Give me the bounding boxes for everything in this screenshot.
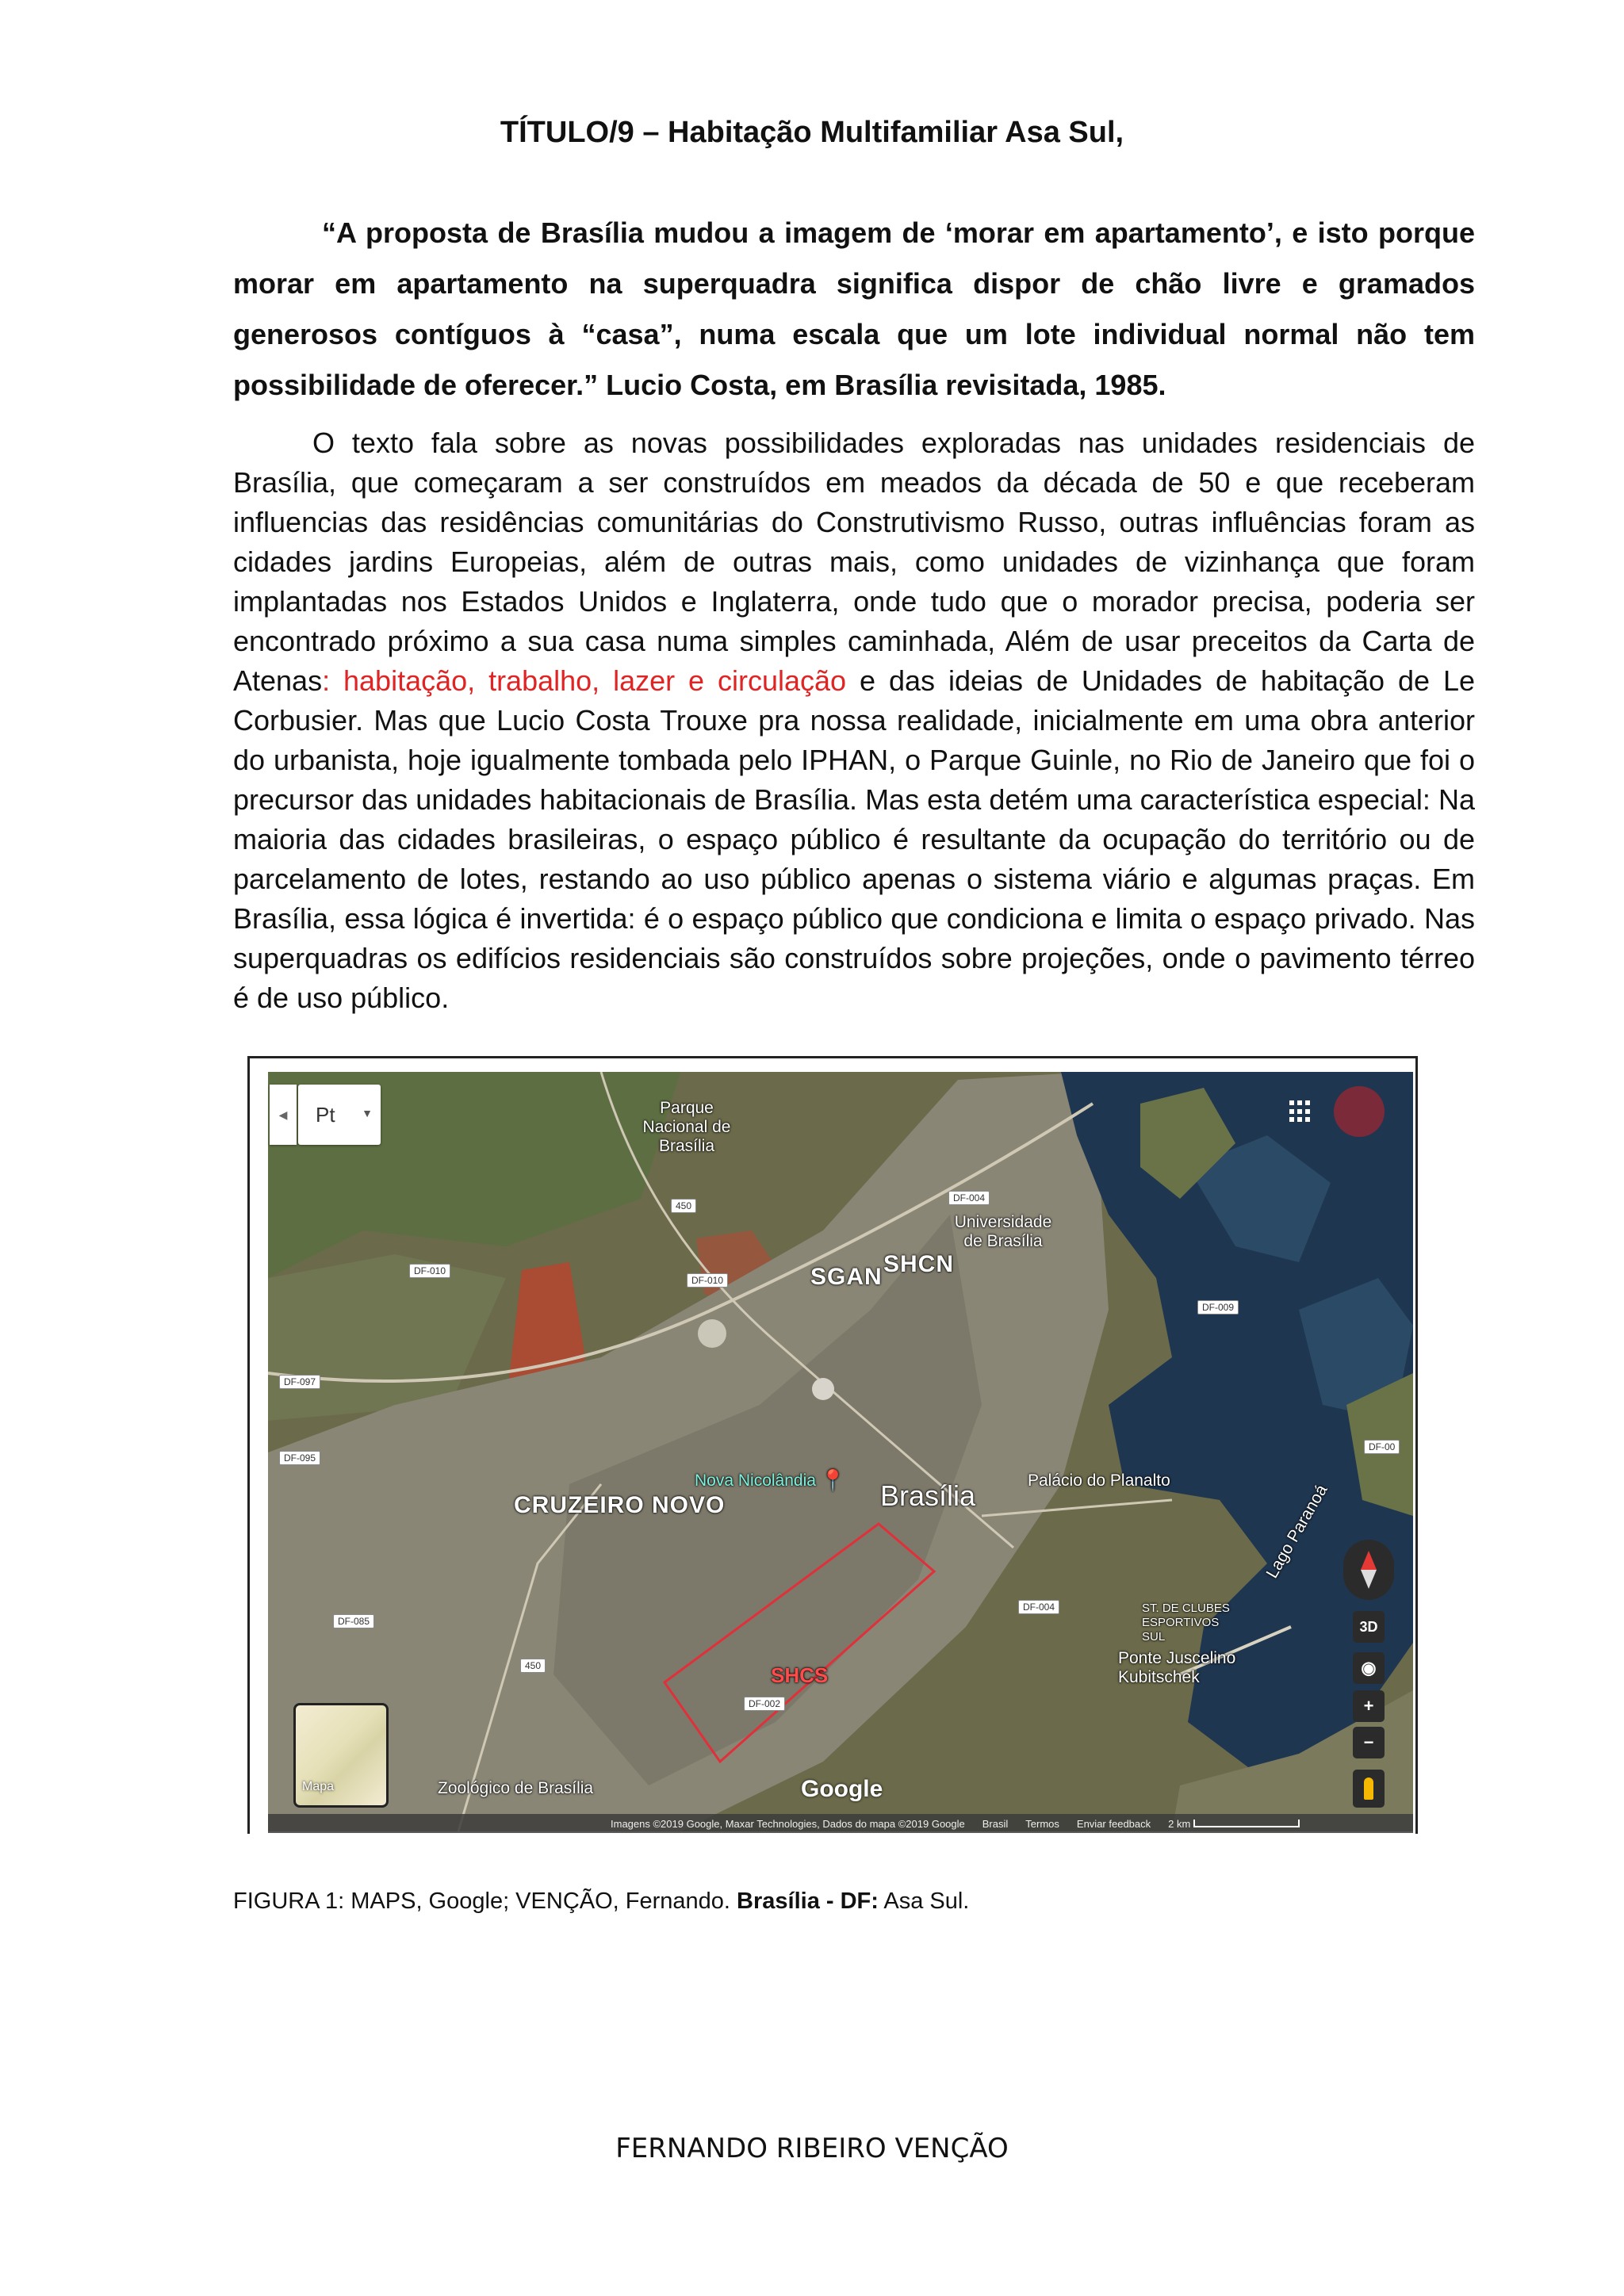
road-shield: DF-097 [279, 1375, 320, 1389]
body-text-part2: e das ideias de Unidades de habitação de Le Corbusier. Mas que Lucio Costa Trouxe pra nossa realidade, inicialmente em uma obra anterior do urbanista, hoje igualmente tombada pelo IPHAN, o Parque Guinle, no Rio de Janeiro que foi o precursor das unidades habitacionais de Brasília. Mas esta detém uma característica especial: Na maioria das cidades brasileiras, o espaço público é resultante da ocupação do território ou de parcelamento de lotes, restando ao uso público apenas o sistema viário e algumas praças. Em Brasília, essa lógica é invertida: é o espaço público que condiciona e limita o espaço privado. Nas superquadras os edifícios residenciais são construídos sobre projeções, onde o pavimento térreo é de uso público. [233, 664, 1475, 1014]
language-select[interactable] [298, 1085, 381, 1145]
collapse-panel-button[interactable] [270, 1085, 297, 1145]
apps-grid-icon[interactable] [1289, 1100, 1312, 1123]
profile-avatar[interactable] [1334, 1086, 1385, 1137]
attrib-link-feedback[interactable]: Enviar feedback [1076, 1817, 1151, 1830]
pegman-icon[interactable] [1353, 1770, 1385, 1808]
map-type-toggle[interactable] [293, 1703, 389, 1808]
chevron-left-icon: ◀ [278, 1108, 288, 1121]
road-shield: DF-00 [1364, 1440, 1400, 1454]
scale-label: 2 km [1168, 1818, 1300, 1830]
road-shield: DF-010 [409, 1264, 450, 1278]
body-text-highlight: : habitação, trabalho, lazer e circulação [322, 664, 847, 697]
attribution-text: Imagens ©2019 Google, Maxar Technologies, Dados do mapa ©2019 Google [611, 1817, 965, 1830]
compass-icon[interactable] [1343, 1540, 1394, 1600]
map-label-universidade: Universidade de Brasília [954, 1213, 1052, 1250]
map-attribution-bar [268, 1814, 1413, 1833]
satellite-imagery [268, 1072, 1413, 1831]
minimap-label: Mapa [302, 1780, 335, 1793]
scale-bar [1193, 1820, 1300, 1827]
quote-paragraph: “A proposta de Brasília mudou a imagem de ‘morar em apartamento’, e isto porque morar em apartamento na superquadra significa dispor de chão livre e gramados generosos contíguos à “casa”, numa escala que um lote individual normal não tem possibilidade de oferecer.” Lucio Costa, em Brasília revisitada, 1985. [233, 216, 1475, 401]
attrib-link-brasil[interactable]: Brasil [982, 1817, 1009, 1830]
map-label-ponte: Ponte Juscelino Kubitschek [1118, 1649, 1236, 1686]
chevron-down-icon: ▼ [362, 1107, 373, 1119]
map-label-nova-nicolandia: Nova Nicolândia [695, 1471, 816, 1490]
body-text-part1: O texto fala sobre as novas possibilidades exploradas nas unidades residenciais de Brasília, que começaram a ser construídos em meados da década de 50 e que receberam influencias das residências comunitárias do Construtivismo Russo, outras influências foram as cidades jardins Europeias, além de outras mais, como unidades de vizinhança que foram implantadas nos Estados Unidos e Inglaterra, onde tudo que o morador precisa, poderia ser encontrado próximo a sua casa numa simples caminhada, Além de usar preceitos da Carta de Atenas [233, 427, 1475, 697]
map-label-zoologico: Zoológico de Brasília [438, 1779, 594, 1797]
road-shield: DF-004 [948, 1191, 990, 1205]
road-shield: DF-085 [333, 1614, 374, 1628]
rotate-icon[interactable]: ◉ [1353, 1652, 1385, 1684]
google-logo: Google [801, 1776, 883, 1802]
figure-caption: FIGURA 1: MAPS, Google; VENÇÃO, Fernando. Brasília - DF: Asa Sul. [233, 1888, 970, 1914]
road-shield: DF-009 [1197, 1300, 1239, 1314]
road-shield: 450 [520, 1659, 546, 1673]
satellite-map[interactable] [268, 1072, 1413, 1831]
attrib-link-termos[interactable]: Termos [1025, 1817, 1059, 1830]
location-pin-icon: 📍 [820, 1468, 846, 1492]
road-shield: DF-002 [744, 1697, 785, 1711]
map-label-sgan: SGAN [810, 1264, 883, 1290]
map-label-shcs: SHCS [771, 1663, 829, 1687]
map-label-shcn: SHCN [883, 1251, 955, 1277]
map-label-lago: Lago Paranoá [1262, 1481, 1331, 1582]
language-select-value: Pt [316, 1102, 335, 1127]
map-label-parque: Parque Nacional de Brasília [642, 1099, 731, 1155]
road-shield: DF-095 [279, 1451, 320, 1465]
map-label-clubes: ST. DE CLUBES ESPORTIVOS SUL [1142, 1601, 1230, 1644]
map-label-palacio: Palácio do Planalto [1028, 1471, 1170, 1490]
road-shield: DF-010 [687, 1273, 728, 1288]
body-paragraph [233, 423, 1475, 1018]
map-label-brasilia: Brasília [880, 1479, 976, 1512]
road-shield: 450 [671, 1199, 696, 1213]
zoom-out-button[interactable]: − [1353, 1727, 1385, 1758]
3d-toggle-button[interactable]: 3D [1353, 1611, 1385, 1643]
page-title: TÍTULO/9 – Habitação Multifamiliar Asa Sul, [500, 116, 1124, 149]
zoom-in-button[interactable]: + [1353, 1690, 1385, 1722]
page-footer: FERNANDO RIBEIRO VENÇÃO [615, 2133, 1009, 2164]
map-label-cruzeiro: CRUZEIRO NOVO [514, 1492, 726, 1518]
road-shield: DF-004 [1018, 1600, 1059, 1614]
